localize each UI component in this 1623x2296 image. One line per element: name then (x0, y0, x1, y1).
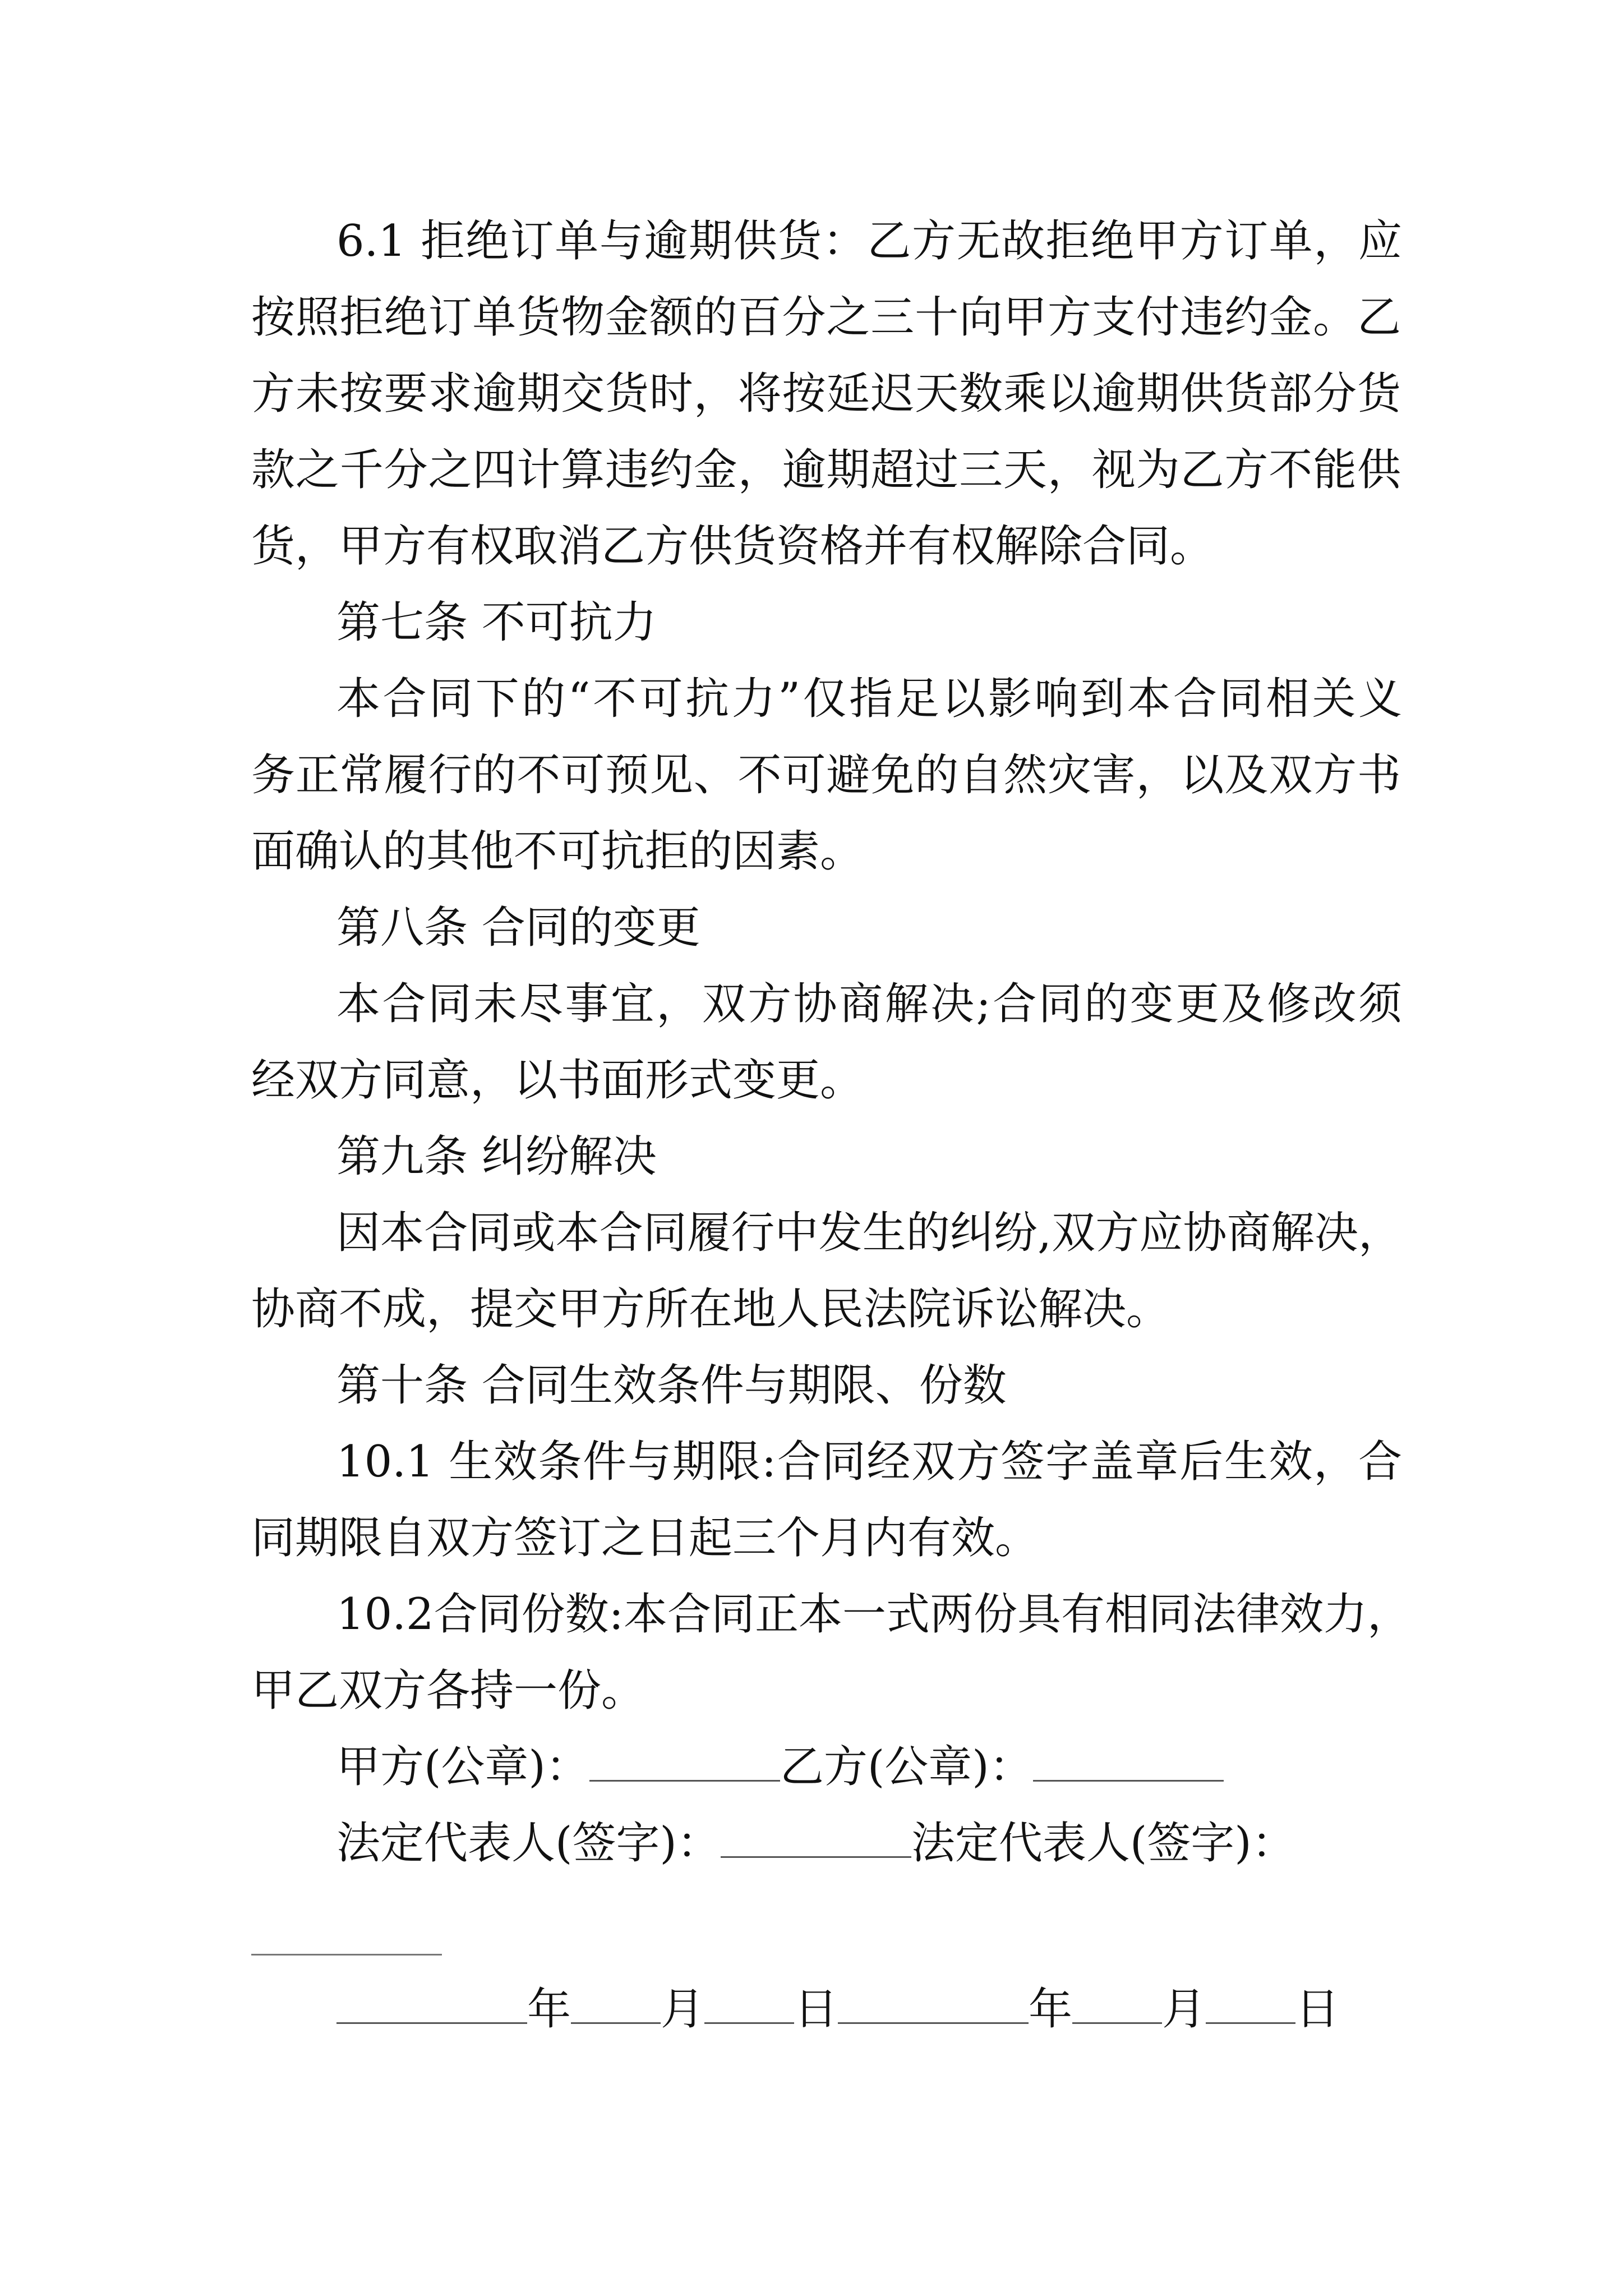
text-line: 甲乙双方各持一份。 (251, 1665, 645, 1716)
year-a-label: 年 (527, 1984, 571, 2035)
day-a-blank (704, 1983, 794, 2024)
article-heading: 第十条 合同生效条件与期限、份数 (336, 1360, 1007, 1411)
date-row (336, 1981, 1339, 2037)
article-heading: 第八条 合同的变更 (336, 903, 700, 953)
party-a-seal-label: 甲方(公章)： (336, 1742, 589, 1792)
month-a-label: 月 (661, 1984, 705, 2035)
day-b-label: 日 (1295, 1984, 1340, 2035)
month-b-label: 月 (1162, 1984, 1206, 2035)
party-b-rep-blank (251, 1954, 442, 1955)
text-line: 协商不成，提交甲方所在地人民法院诉讼解决。 (251, 1284, 1170, 1335)
text-line: 本合同下的“不可抗力”仅指足以影响到本合同相关义 (336, 674, 1402, 724)
text-line: 因本合同或本合同履行中发生的纠纷,双方应协商解决， (336, 1208, 1402, 1258)
party-a-rep-blank (721, 1817, 911, 1858)
year-a-blank (336, 1983, 527, 2024)
day-a-label: 日 (794, 1984, 838, 2035)
party-a-seal-blank (589, 1741, 780, 1782)
text-line: 款之千分之四计算违约金，逾期超过三天，视为乙方不能供 (251, 445, 1401, 495)
month-a-blank (571, 1983, 661, 2024)
text-line: 方未按要求逾期交货时，将按延迟天数乘以逾期供货部分货 (251, 369, 1401, 419)
text-line: 务正常履行的不可预见、不可避免的自然灾害，以及双方书 (251, 750, 1401, 800)
representative-row (336, 1815, 1295, 1871)
text-line: 货，甲方有权取消乙方供货资格并有权解除合同。 (251, 521, 1214, 572)
party-a-rep-label: 法定代表人(签字)： (336, 1818, 721, 1869)
text-line: 同期限自双方签订之日起三个月内有效。 (251, 1513, 1039, 1563)
party-b-seal-blank (1033, 1741, 1224, 1782)
month-b-blank (1072, 1983, 1162, 2024)
text-line: 本合同未尽事宜，双方协商解决;合同的变更及修改须 (336, 979, 1402, 1029)
text-line: 按照拒绝订单货物金额的百分之三十向甲方支付违约金。乙 (251, 292, 1401, 343)
party-b-rep-label: 法定代表人(签字)： (911, 1818, 1295, 1869)
seal-row (336, 1739, 1224, 1795)
day-b-blank (1206, 1983, 1295, 2024)
text-line: 10.1 生效条件与期限:合同经双方签字盖章后生效，合 (336, 1437, 1402, 1487)
text-line: 经双方同意，以书面形式变更。 (251, 1055, 864, 1106)
text-line: 6.1 拒绝订单与逾期供货：乙方无故拒绝甲方订单，应 (336, 216, 1402, 266)
year-b-label: 年 (1029, 1984, 1073, 2035)
year-b-blank (838, 1983, 1029, 2024)
article-heading: 第九条 纠纷解决 (336, 1131, 657, 1182)
text-line: 10.2合同份数:本合同正本一式两份具有相同法律效力， (336, 1589, 1411, 1640)
text-line: 面确认的其他不可抗拒的因素。 (251, 826, 864, 877)
party-b-seal-label: 乙方(公章)： (780, 1742, 1033, 1792)
article-heading: 第七条 不可抗力 (336, 597, 657, 648)
